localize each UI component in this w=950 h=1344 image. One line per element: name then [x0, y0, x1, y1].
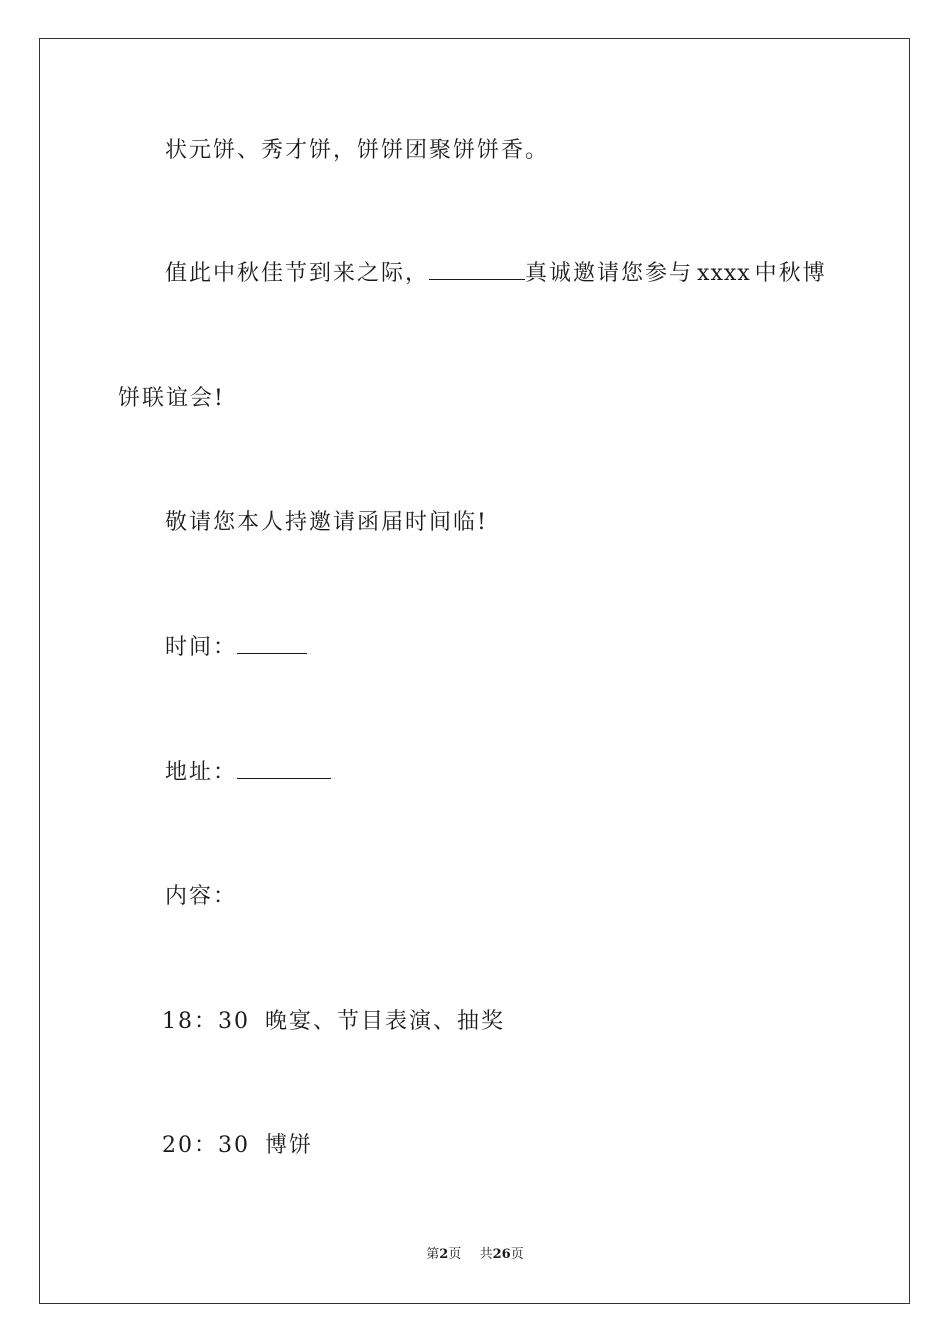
page-suffix: 页	[448, 1247, 462, 1262]
schedule-item-2	[162, 1131, 313, 1161]
time-blank-field	[237, 633, 307, 654]
current-page-number: 2	[439, 1247, 449, 1262]
total-page-count: 26	[492, 1247, 511, 1262]
paragraph-mooncake-verse	[165, 136, 549, 166]
schedule-item-2-time: 20：30	[162, 1133, 250, 1158]
invitation-tail: 中秋博	[754, 261, 827, 286]
time-label: 时间：	[165, 635, 238, 660]
schedule-item-1-time: 18：30	[162, 1009, 250, 1034]
host-blank-field	[429, 259, 525, 280]
address-blank-field	[237, 758, 331, 779]
content-label: 内容：	[165, 884, 238, 909]
invitation-continued-text: 饼联谊会!	[118, 386, 225, 411]
content-heading	[165, 882, 237, 912]
page-prefix: 第	[426, 1247, 440, 1262]
address-row	[165, 758, 331, 788]
schedule-item-1-desc: 晚宴、节目表演、抽奖	[265, 1009, 506, 1034]
schedule-item-2-desc: 博饼	[265, 1133, 314, 1158]
paragraph-invitation-continued	[118, 384, 225, 414]
schedule-item-1	[162, 1007, 505, 1037]
time-row	[165, 633, 307, 663]
total-suffix: 页	[510, 1247, 524, 1262]
attendance-text: 敬请您本人持邀请函届时间临!	[165, 510, 488, 535]
invitation-phrase: 真诚邀请您参与	[525, 261, 694, 286]
paragraph-invitation	[165, 259, 827, 289]
total-prefix: 共	[479, 1247, 493, 1262]
page-footer	[0, 1245, 950, 1265]
paragraph-attendance-request	[165, 508, 488, 538]
address-label: 地址：	[165, 760, 238, 785]
event-code: xxxx	[697, 261, 751, 286]
invitation-intro: 值此中秋佳节到来之际，	[165, 261, 430, 286]
page-border	[39, 38, 910, 1304]
verse-text: 状元饼、秀才饼，饼饼团聚饼饼香。	[165, 138, 550, 163]
